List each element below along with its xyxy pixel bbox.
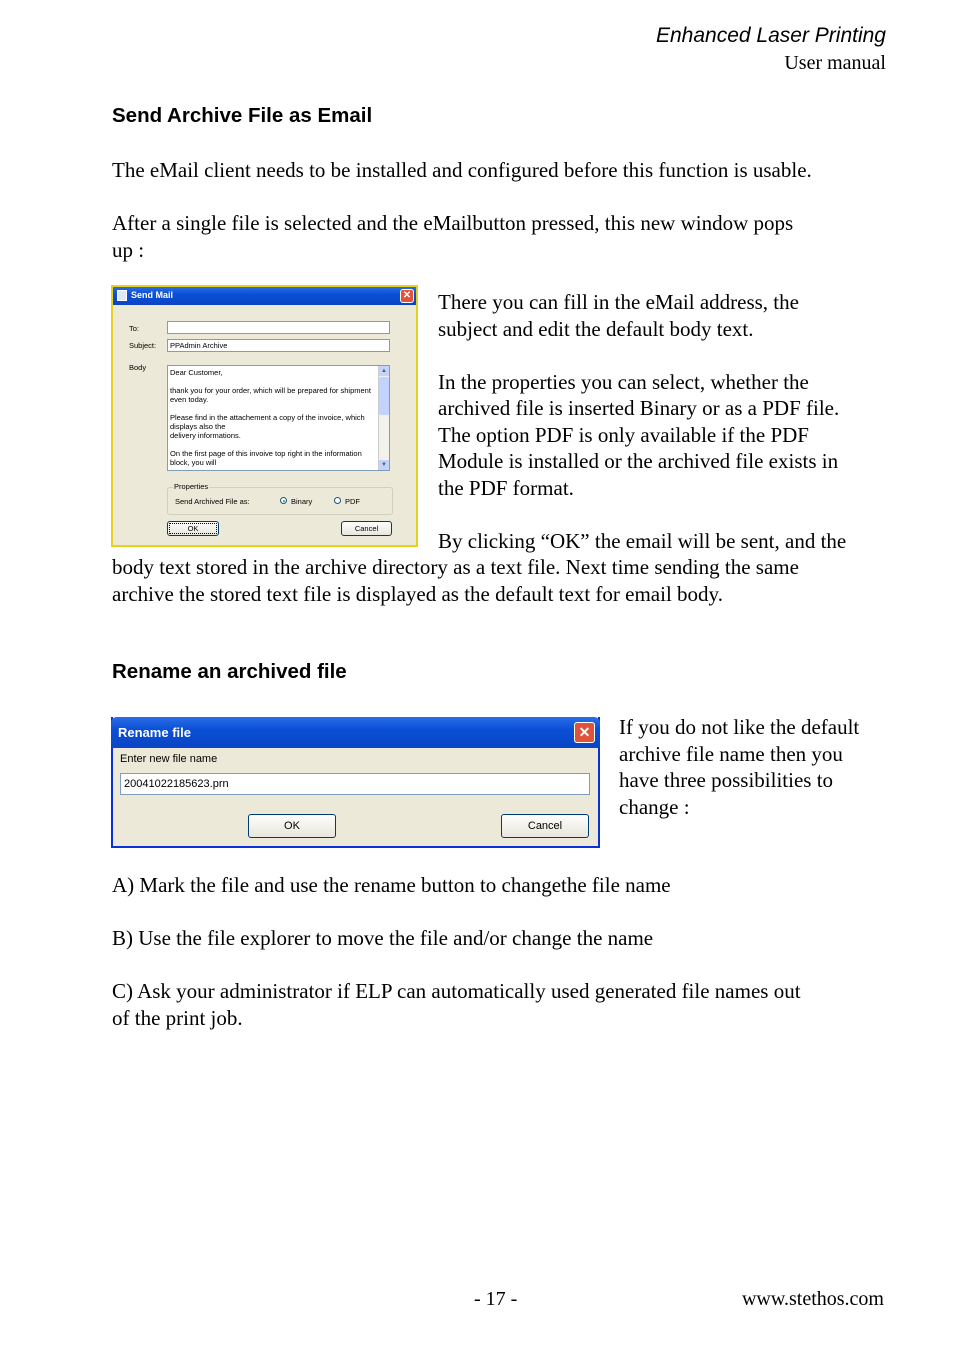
paragraph-after-select-line2: up : [112,238,145,262]
body-line: block, you will [170,458,217,467]
send-mail-dialog [111,285,418,547]
radio-pdf-label: PDF [345,497,360,506]
paragraph-email-client: The eMail client needs to be installed and configured before this function is usable. [112,158,812,182]
footer-website: www.stethos.com [741,1288,884,1310]
subject-field[interactable] [167,339,390,352]
ok-button[interactable]: OK [248,814,336,838]
body-line [170,440,377,449]
send-mail-title: Send Mail [131,290,174,300]
scroll-up-icon[interactable]: ▲ [379,366,389,376]
file-name-value: 20041022185623.prn [124,778,229,790]
body-line: delivery informations. [170,431,241,440]
to-label: To: [129,324,140,333]
send-as-label: Send Archived File as: [175,497,250,506]
body-line: Dear Customer, [170,368,223,377]
body-line [170,404,377,413]
text-line: subject and edit the default body text. [438,316,754,341]
scroll-down-icon[interactable]: ▼ [379,460,389,470]
close-icon[interactable]: ✕ [400,289,414,303]
scroll-thumb[interactable] [379,377,389,415]
text-line: In the properties you can select, whether the [438,369,809,394]
header-title: Enhanced Laser Printing [656,24,886,47]
paragraph-after-select-line1: After a single file is selected and the eMailbutton pressed, this new window pops [112,211,794,235]
properties-group [167,482,393,515]
ok-button[interactable]: OK [167,521,219,536]
body-textarea[interactable] [167,365,390,471]
text-line: archive file name then you [619,741,843,766]
text-line: Module is installed or the archived file exists in [438,449,839,473]
radio-binary[interactable] [280,497,287,504]
text-line: If you do not like the default [619,715,860,739]
side-text-email [438,289,846,554]
text-line: archived file is inserted Binary or as a PDF file. [438,396,840,420]
subject-value: PPAdmin Archive [170,341,228,350]
header-subtitle: User manual [784,52,886,74]
section-heading-rename: Rename an archived file [112,660,347,683]
text-line [438,501,846,528]
list-item-c-line2: of the print job. [112,1006,243,1030]
text-line: change : [619,794,690,819]
radio-dot [283,500,285,502]
body-scrollbar[interactable] [378,366,389,470]
text-line [438,342,846,369]
side-text-rename [619,714,859,820]
body-text [170,368,377,467]
text-line: By clicking “OK” the email will be sent, and the [438,528,847,553]
body-label: Body [129,363,147,372]
rename-dialog [111,717,600,848]
section-heading-send-archive: Send Archive File as Email [112,104,373,127]
close-icon[interactable]: ✕ [574,722,595,743]
radio-binary-label: Binary [291,497,313,506]
rename-title: Rename file [118,725,191,740]
text-line: archive the stored text file is displayed as the default text for email body. [112,581,723,606]
text-line: body text stored in the archive directory as a text file. Next time sending the same [112,555,799,579]
text-line: There you can fill in the eMail address, the [438,290,799,314]
subject-label: Subject: [129,341,157,350]
radio-pdf[interactable] [334,497,341,504]
list-item-c-line1: C) Ask your administrator if ELP can automatically used generated file names out [112,979,801,1003]
rename-prompt: Enter new file name [120,753,218,765]
body-line: On the first page of this invoive top right in the information [170,449,362,458]
body-line: Please find in the attachement a copy of the invoice, which [170,413,365,422]
body-line: even today. [170,395,209,404]
to-field[interactable] [167,321,390,334]
properties-legend: Properties [174,482,209,491]
text-line: the PDF format. [438,475,574,500]
body-line: displays also the [170,422,226,431]
text-line: have three possibilities to [619,768,834,792]
send-mail-titlebar [113,287,416,305]
file-name-input[interactable] [120,773,590,795]
body-line [170,377,377,386]
list-item-a: A) Mark the file and use the rename button to changethe file name [112,873,671,897]
paragraph-body-stored [112,554,799,607]
mail-app-icon [117,290,127,301]
body-line: thank you for your order, which will be prepared for shipment [170,386,371,395]
cancel-button[interactable]: Cancel [341,521,392,536]
rename-titlebar [111,717,600,748]
page-number: - 17 - [474,1288,518,1310]
cancel-button[interactable]: Cancel [501,814,589,838]
text-line: The option PDF is only available if the PDF [438,422,809,447]
list-item-b: B) Use the file explorer to move the file and/or change the name [112,926,654,950]
